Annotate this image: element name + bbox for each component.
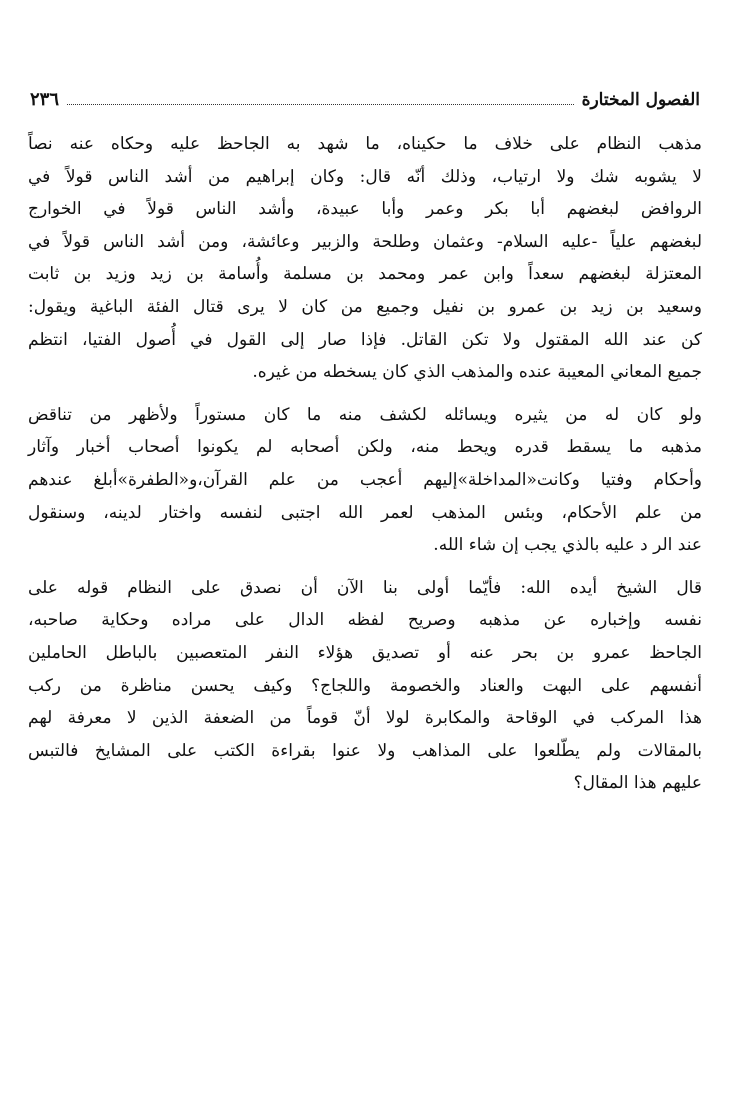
text-line: عند الر د عليه بالذي يجب إن شاء الله.	[433, 535, 702, 556]
text-line: نفسه وإخباره عن مذهبه وصريح لفظه الدال على مراده وحكاية صاحبه،	[28, 610, 702, 631]
text-line: أنفسهم على البهت والعناد والخصومة واللجاج؟ وكيف يحسن مناظرة من ركب	[28, 675, 702, 696]
paragraph-2	[28, 399, 702, 562]
text-line: وأحكام وفتيا وكانت«المداخلة»إليهم أعجب من علم القرآن،و«الطفرة»أبلغ عندهم	[28, 469, 702, 490]
body-text	[28, 128, 702, 800]
text-line: جميع المعاني المعيبة عنده والمذهب الذي كان يسخطه من غيره.	[252, 362, 702, 383]
text-line: الجاحظ عمرو بن بحر عنه أو تصديق هؤلاء النفر المتعصبين بالباطل الحاملين	[28, 642, 702, 663]
text-line: وسعيد بن زيد بن عمرو بن نفيل وجميع من كان لا يرى قتال الفئة الباغية ويقول:	[28, 296, 702, 317]
header-dotted-leader	[67, 104, 574, 105]
paragraph-3	[28, 572, 702, 800]
text-line: المعتزلة لبغضهم سعداً وابن عمر ومحمد بن مسلمة وأُسامة بن زيد وزيد بن ثابت	[28, 264, 702, 285]
running-header	[30, 84, 700, 110]
text-line: الروافض لبغضهم أبا بكر وعمر وأبا عبيدة، وأشد الناس قولاً في الخوارج	[28, 199, 702, 220]
text-line: كن عند الله المقتول ولا تكن القاتل. فإذا صار إلى القول في أُصول الفتيا، انتظم	[28, 329, 702, 350]
text-line: من علم الأحكام، وبئس المذهب لعمر الله اجتبى لنفسه واختار لدينه، وسنقول	[28, 502, 702, 523]
text-line: ولو كان له من يثيره ويسائله لكشف منه ما كان مستوراً ولأظهر من تناقض	[28, 404, 702, 425]
text-line: بالمقالات ولم يطّلعوا على المذاهب ولا عنوا بقراءة الكتب على المشايخ فالتبس	[28, 740, 702, 761]
text-line: عليهم هذا المقال؟	[573, 773, 702, 794]
paragraph-1	[28, 128, 702, 389]
text-line: مذهبه ما يسقط قدره ويحط منه، ولكن أصحابه لم يكونوا أصحاب أخبار وآثار	[28, 437, 702, 458]
text-line: لبغضهم علياً -عليه السلام- وعثمان وطلحة والزبير وعائشة، ومن أشد الناس قولاً في	[28, 231, 702, 252]
text-line: هذا المركب في الوقاحة والمكابرة لولا أنّ قوماً من الضعفة الذين لا معرفة لهم	[28, 708, 702, 729]
header-title: الفصول المختارة	[581, 90, 700, 110]
text-line: مذهب النظام على خلاف ما حكيناه، ما شهد به الجاحظ عليه وحكاه عنه نصاً	[28, 134, 702, 154]
text-line: لا يشوبه شك ولا ارتياب، وذلك أنّه قال: وكان إبراهيم من أشد الناس قولاً في	[28, 166, 702, 187]
text-line: قال الشيخ أيده الله: فأيّما أولى بنا الآن أن نصدق على النظام قوله على	[28, 577, 702, 598]
page-number: ٢٣٦	[30, 89, 60, 110]
